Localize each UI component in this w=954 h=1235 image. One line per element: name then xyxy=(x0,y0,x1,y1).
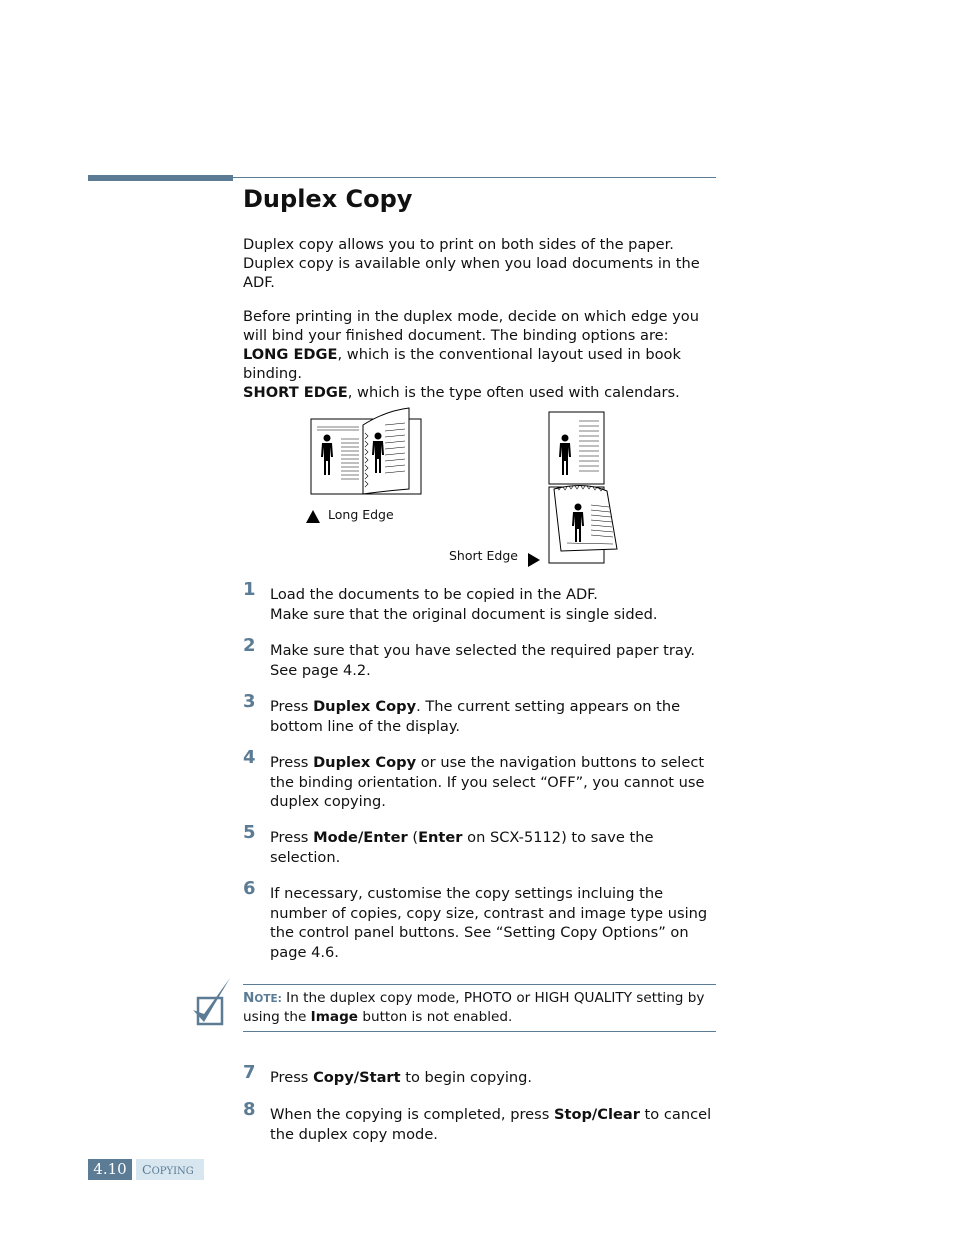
note-rule-top xyxy=(243,984,716,985)
long-edge-illustration xyxy=(305,405,425,500)
button-name: Mode/Enter xyxy=(313,829,408,846)
step-text: Make sure that the original document is single sided. xyxy=(270,605,658,623)
long-edge-text: , which is the conventional layout used in book binding. xyxy=(243,346,681,382)
button-name: Duplex Copy xyxy=(313,698,417,715)
step-text: on SCX-5112) to save the selection. xyxy=(270,829,654,866)
step-number: 1 xyxy=(243,579,256,600)
button-name: Duplex Copy xyxy=(313,754,417,771)
step-text: Press xyxy=(270,698,314,715)
step-3 xyxy=(243,691,718,736)
step-number: 7 xyxy=(243,1062,256,1083)
step-7 xyxy=(243,1062,718,1088)
step-text: Load the documents to be copied in the ADF. xyxy=(270,586,598,603)
checkmark-note-icon xyxy=(190,976,234,1030)
triangle-up-icon xyxy=(305,509,321,525)
step-number: 6 xyxy=(243,878,256,899)
section-rule-thin xyxy=(233,177,716,178)
section-name: COPYING xyxy=(136,1159,204,1180)
short-edge-illustration xyxy=(545,409,623,567)
step-5 xyxy=(243,822,718,867)
button-name: Stop/Clear xyxy=(553,1106,640,1123)
page-number: 4.10 xyxy=(88,1159,132,1180)
button-name: Enter xyxy=(418,829,463,846)
step-text: Press xyxy=(270,1069,314,1086)
note-text: In the duplex copy mode, PHOTO or HIGH QUALITY setting by using the xyxy=(243,990,705,1025)
step-number: 4 xyxy=(243,747,256,768)
step-text: Press xyxy=(270,829,314,846)
step-number: 8 xyxy=(243,1099,256,1120)
section-rule-thick xyxy=(88,175,233,181)
step-1 xyxy=(243,579,718,624)
long-edge-caption: Long Edge xyxy=(328,507,394,522)
note-rule-bottom xyxy=(243,1031,716,1032)
step-text: ( xyxy=(407,829,419,846)
step-text: If necessary, customise the copy settings incluing the number of copies, copy size, contrast and image type using the control panel buttons. See “Setting Copy Options” on page 4.6. xyxy=(270,885,708,961)
note-text: button is not enabled. xyxy=(358,1009,513,1025)
note-label: NOTE: xyxy=(243,990,282,1006)
step-text: When the copying is completed, press xyxy=(270,1106,554,1123)
binding-paragraph xyxy=(243,307,718,402)
step-text: . The current setting appears on the bottom line of the display. xyxy=(270,698,681,735)
triangle-right-icon xyxy=(527,552,541,568)
button-name: Image xyxy=(310,1009,359,1025)
step-text: to begin copying. xyxy=(400,1069,533,1086)
short-edge-caption: Short Edge xyxy=(449,548,518,563)
step-text: Press xyxy=(270,754,314,771)
note-box xyxy=(243,989,718,1026)
step-text: to cancel the duplex copy mode. xyxy=(270,1106,712,1143)
intro-paragraph: Duplex copy allows you to print on both sides of the paper. Duplex copy is available only when you load documents in the ADF. xyxy=(243,236,700,291)
button-name: Copy/Start xyxy=(313,1069,401,1086)
step-4 xyxy=(243,747,718,812)
step-number: 2 xyxy=(243,635,256,656)
page-title: Duplex Copy xyxy=(243,185,413,213)
step-number: 5 xyxy=(243,822,256,843)
short-edge-text: , which is the type often used with calendars. xyxy=(347,384,680,401)
binding-intro: Before printing in the duplex mode, decide on which edge you will bind your finished document. The binding options are: xyxy=(243,308,699,344)
long-edge-label: LONG EDGE xyxy=(243,346,338,363)
step-8 xyxy=(243,1099,718,1144)
step-number: 3 xyxy=(243,691,256,712)
step-text: Make sure that you have selected the required paper tray. See page 4.2. xyxy=(270,642,695,679)
step-2 xyxy=(243,635,718,680)
step-text: or use the navigation buttons to select the binding orientation. If you select “OFF”, you cannot use duplex copying. xyxy=(270,754,705,810)
step-6 xyxy=(243,878,718,962)
short-edge-label: SHORT EDGE xyxy=(243,384,348,401)
